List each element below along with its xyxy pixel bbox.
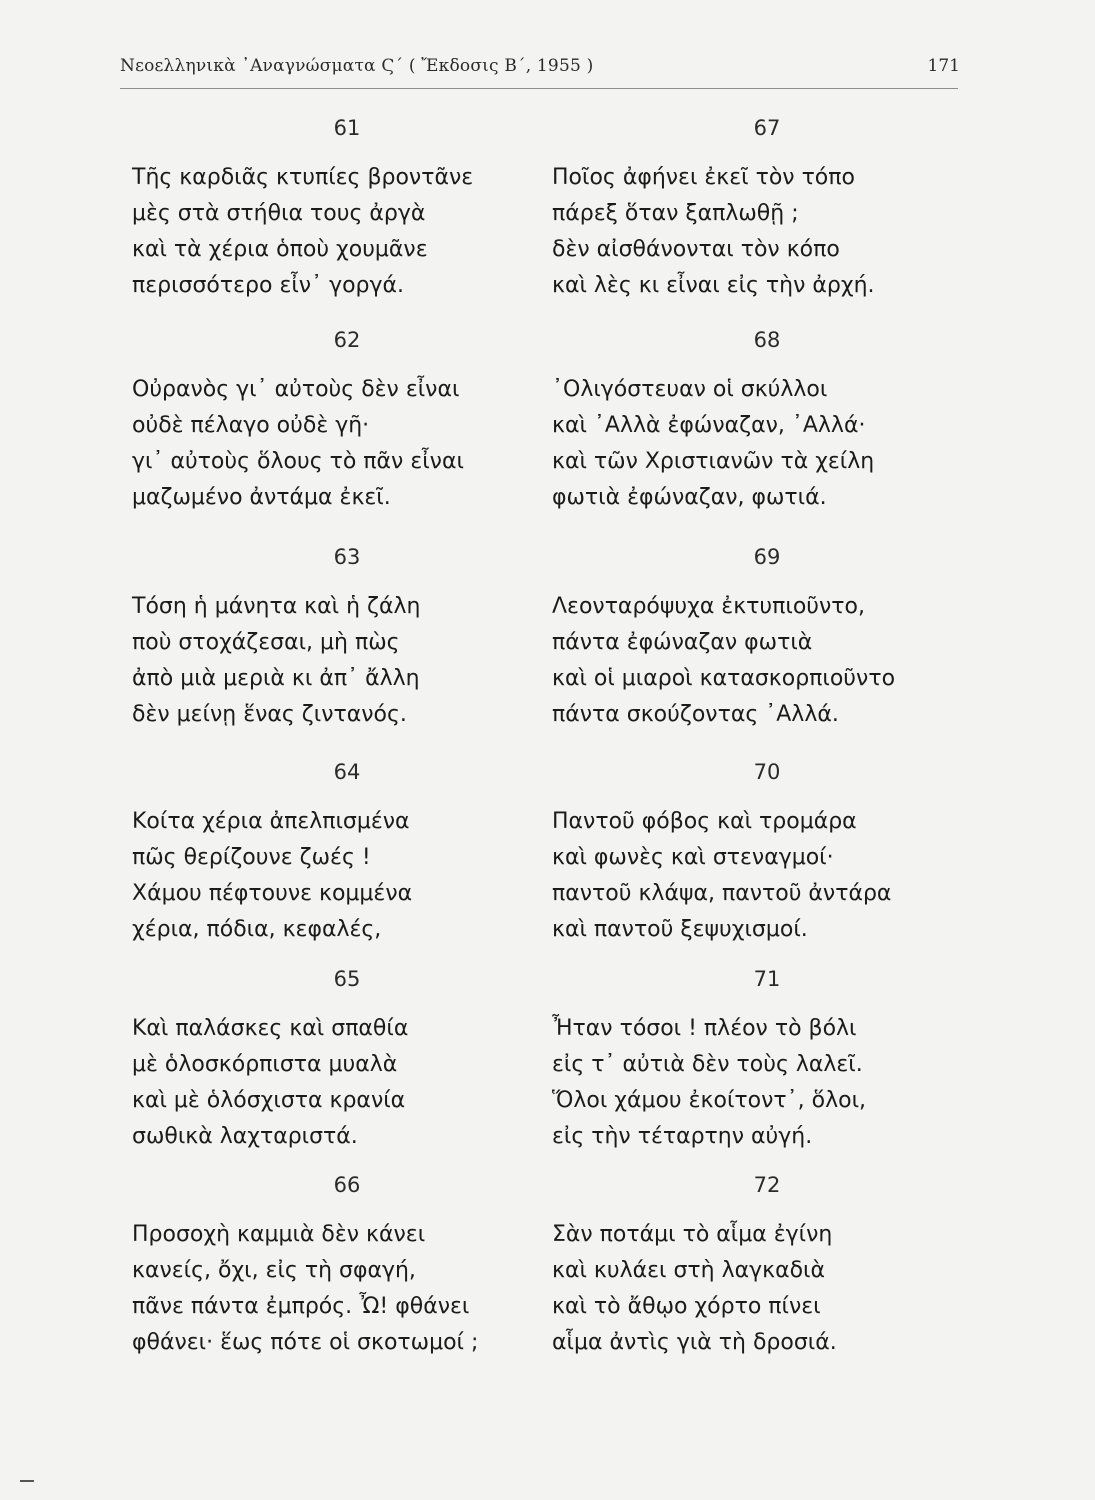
stanza-66: [132, 1173, 562, 1361]
verse-line: Καὶ παλάσκες καὶ σπαθία: [132, 1016, 409, 1041]
verse-line: καὶ τῶν Χριστιανῶν τὰ χείλη: [552, 449, 875, 474]
stanza-69: [552, 545, 982, 733]
page-number: 171: [927, 56, 960, 76]
verse-line: καὶ τὰ χέρια ὁποὺ χουμᾶνε: [132, 237, 428, 262]
verse-line: χέρια, πόδια, κεφαλές,: [132, 917, 382, 942]
stanza-number: 71: [753, 967, 781, 991]
verse-line: πάρεξ ὅταν ξαπλωθῇ ;: [552, 201, 799, 226]
verse-line: μὲ ὁλοσκόρπιστα μυαλὰ: [132, 1052, 398, 1077]
stanza-number: 67: [753, 116, 781, 140]
stanza-number: 64: [333, 760, 361, 784]
verse-line: φωτιὰ ἐφώναζαν, φωτιά.: [552, 485, 827, 510]
stanza-number: 72: [753, 1173, 781, 1197]
verse-line: καὶ παντοῦ ξεψυχισμοί.: [552, 917, 808, 942]
verse-line: καὶ ᾿Αλλὰ ἐφώναζαν, ᾿Αλλά·: [552, 413, 866, 438]
stanza-number: 62: [333, 328, 361, 352]
stanza-70: [552, 760, 982, 948]
verse-line: αἷμα ἀντὶς γιὰ τὴ δροσιά.: [552, 1330, 837, 1355]
verse-line: Προσοχὴ καμμιὰ δὲν κάνει: [132, 1222, 426, 1247]
verse-line: Τόση ἡ μάνητα καὶ ἡ ζάλη: [132, 594, 421, 619]
verse-line: πᾶνε πάντα ἐμπρός. Ὦ! φθάνει: [132, 1294, 470, 1319]
verse-line: Χάμου πέφτουνε κομμένα: [132, 881, 413, 906]
right-column: [552, 0, 982, 1500]
stanza-number: 63: [333, 545, 361, 569]
verse-line: περισσότερο εἶν᾿ γοργά.: [132, 273, 405, 298]
left-column: [132, 0, 562, 1500]
verse-line: Σὰν ποτάμι τὸ αἷμα ἐγίνη: [552, 1222, 833, 1247]
verse-line: εἰς τὴν τέταρτην αὐγή.: [552, 1124, 813, 1149]
stanza-61: [132, 116, 562, 304]
verse-line: Τῆς καρδιᾶς κτυπίες βροντᾶνε: [132, 165, 474, 190]
verse-line: μαζωμένο ἀντάμα ἐκεῖ.: [132, 485, 391, 510]
stanza-number: 61: [333, 116, 361, 140]
stanza-number: 66: [333, 1173, 361, 1197]
verse-line: Οὐρανὸς γι᾿ αὐτοὺς δὲν εἶναι: [132, 377, 460, 402]
verse-line: μὲς στὰ στήθια τους ἀργὰ: [132, 201, 426, 226]
verse-line: φθάνει· ἕως πότε οἱ σκοτωμοί ;: [132, 1330, 479, 1355]
stanza-68: [552, 328, 982, 516]
scan-mark: [20, 1480, 34, 1482]
stanza-72: [552, 1173, 982, 1361]
verse-line: εἰς τ᾿ αὐτιὰ δὲν τοὺς λαλεῖ.: [552, 1052, 863, 1077]
verse-line: Ποῖος ἀφήνει ἐκεῖ τὸν τόπο: [552, 165, 855, 190]
stanza-67: [552, 116, 982, 304]
verse-line: Ὅλοι χάμου ἐκοίτοντ᾿, ὅλοι,: [552, 1088, 867, 1113]
verse-line: Παντοῦ φόβος καὶ τρομάρα: [552, 809, 857, 834]
verse-line: ᾿Ολιγόστευαν οἱ σκύλλοι: [552, 377, 828, 402]
verse-line: δὲν μείνῃ ἕνας ζιντανός.: [132, 702, 407, 727]
verse-line: καὶ μὲ ὁλόσχιστα κρανία: [132, 1088, 406, 1113]
verse-line: καὶ κυλάει στὴ λαγκαδιὰ: [552, 1258, 825, 1283]
verse-line: Κοίτα χέρια ἀπελπισμένα: [132, 809, 410, 834]
verse-line: καὶ τὸ ἄθῳο χόρτο πίνει: [552, 1294, 821, 1319]
stanza-71: [552, 967, 982, 1155]
verse-line: γι᾿ αὐτοὺς ὅλους τὸ πᾶν εἶναι: [132, 449, 464, 474]
verse-line: πῶς θερίζουνε ζωές !: [132, 845, 371, 870]
verse-line: καὶ λὲς κι εἶναι εἰς τὴν ἀρχή.: [552, 273, 875, 298]
verse-line: πάντα ἐφώναζαν φωτιὰ: [552, 630, 813, 655]
verse-line: Ἦταν τόσοι ! πλέον τὸ βόλι: [552, 1016, 857, 1041]
verse-line: κανείς, ὄχι, εἰς τὴ σφαγή,: [132, 1258, 416, 1283]
verse-line: Λεονταρόψυχα ἐκτυπιοῦντο,: [552, 594, 866, 619]
verse-line: οὐδὲ πέλαγο οὐδὲ γῆ·: [132, 413, 370, 438]
stanza-65: [132, 967, 562, 1155]
verse-line: σωθικὰ λαχταριστά.: [132, 1124, 358, 1149]
running-title: Νεοελληνικὰ ᾿Αναγνώσματα Ϛ΄ ( Ἔκδοσις Β΄, 1955 ): [120, 56, 594, 76]
verse-line: καὶ οἱ μιαροὶ κατασκορπιοῦντο: [552, 666, 896, 691]
verse-line: πάντα σκούζοντας ᾿Αλλά.: [552, 702, 839, 727]
stanza-62: [132, 328, 562, 516]
verse-line: ἀπὸ μιὰ μεριὰ κι ἀπ᾿ ἄλλη: [132, 666, 420, 691]
verse-line: καὶ φωνὲς καὶ στεναγμοί·: [552, 845, 834, 870]
stanza-number: 65: [333, 967, 361, 991]
stanza-63: [132, 545, 562, 733]
stanza-number: 69: [753, 545, 781, 569]
verse-line: ποὺ στοχάζεσαι, μὴ πὼς: [132, 630, 400, 655]
stanza-number: 68: [753, 328, 781, 352]
stanza-64: [132, 760, 562, 948]
verse-line: δὲν αἰσθάνονται τὸν κόπο: [552, 237, 840, 262]
verse-line: παντοῦ κλάψα, παντοῦ ἀντάρα: [552, 881, 892, 906]
stanza-number: 70: [753, 760, 781, 784]
